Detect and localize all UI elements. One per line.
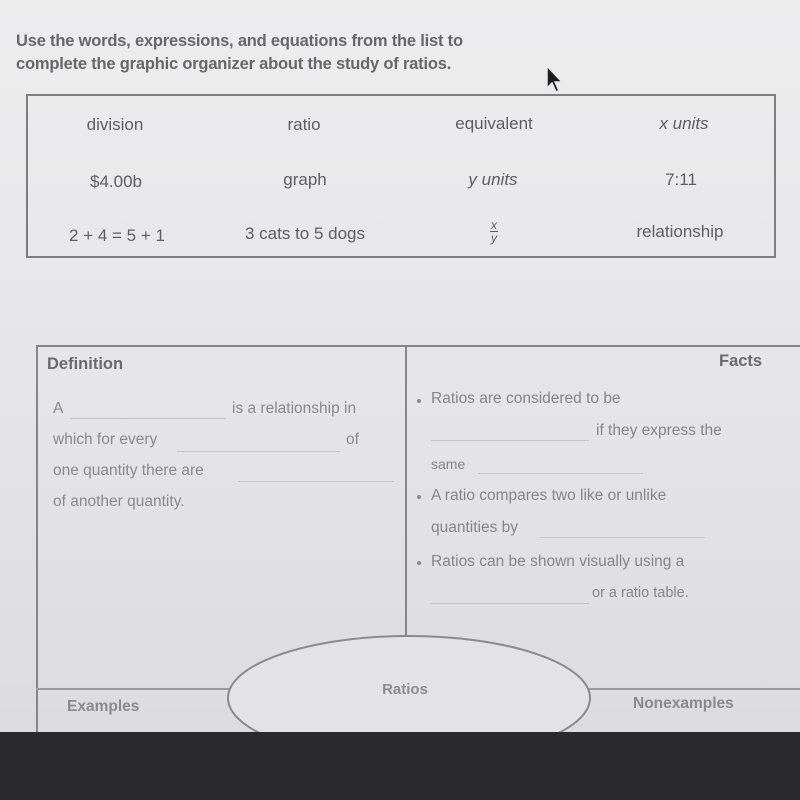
definition-line-3: one quantity there are [53, 462, 204, 479]
definition-blank-1[interactable] [70, 418, 226, 419]
bullet-1 [417, 399, 421, 403]
instructions-line-1: Use the words, expressions, and equations from the list to [16, 32, 463, 50]
fact-1-line-1: Ratios are considered to be [431, 390, 621, 407]
organizer-vertical-divider [405, 347, 407, 635]
definition-line-2-end: of [346, 431, 359, 448]
word-division: division [86, 115, 144, 134]
definition-line-2-start: which for every [53, 431, 158, 448]
word-3-cats-to-5-dogs: 3 cats to 5 dogs [244, 224, 366, 243]
word-y-units: y units [468, 170, 518, 189]
fact-1-line-3: same [431, 456, 466, 472]
fact-3-blank[interactable] [431, 603, 589, 604]
word-relationship: relationship [636, 222, 724, 241]
instructions [16, 30, 576, 76]
cursor-arrow-icon [544, 64, 570, 94]
word-4-dollars-b: $4.00b [90, 172, 142, 191]
definition-line-4: of another quantity. [53, 493, 185, 510]
instructions-line-2: complete the graphic organizer about the study of ratios. [16, 55, 452, 73]
facts-title: Facts [719, 352, 763, 370]
definition-blank-2[interactable] [177, 451, 340, 452]
ratios-label: Ratios [382, 681, 428, 698]
bullet-2 [417, 495, 421, 499]
fact-3-line-1: Ratios can be shown visually using a [431, 553, 685, 570]
fact-2-line-1: A ratio compares two like or unlike [431, 487, 667, 504]
fraction-numerator: x [491, 218, 497, 232]
fact-3-line-2: or a ratio table. [592, 585, 689, 601]
word-x-units: x units [659, 114, 709, 133]
fraction-denominator: y [491, 231, 497, 245]
fact-2-blank[interactable] [540, 537, 705, 538]
dark-background [0, 732, 800, 800]
definition-blank-3[interactable] [238, 481, 394, 482]
word-graph: graph [283, 170, 327, 189]
definition-line-1-end: is a relationship in [232, 400, 357, 417]
fact-1-blank-2[interactable] [478, 473, 643, 474]
word-7-to-11: 7:11 [665, 170, 697, 189]
definition-line-1-start: A [53, 400, 64, 417]
definition-title: Definition [47, 355, 124, 373]
nonexamples-title: Nonexamples [633, 695, 734, 712]
word-equivalent: equivalent [455, 114, 533, 133]
fact-2-line-2: quantities by [431, 519, 519, 536]
fact-1-blank-1[interactable] [431, 440, 589, 441]
word-ratio: ratio [287, 115, 321, 134]
word-equation: 2 + 4 = 5 + 1 [69, 226, 165, 245]
fact-1-line-2: if they express the [596, 422, 722, 439]
bullet-3 [417, 561, 421, 565]
examples-title: Examples [67, 698, 140, 715]
word-x-over-y [490, 220, 498, 243]
